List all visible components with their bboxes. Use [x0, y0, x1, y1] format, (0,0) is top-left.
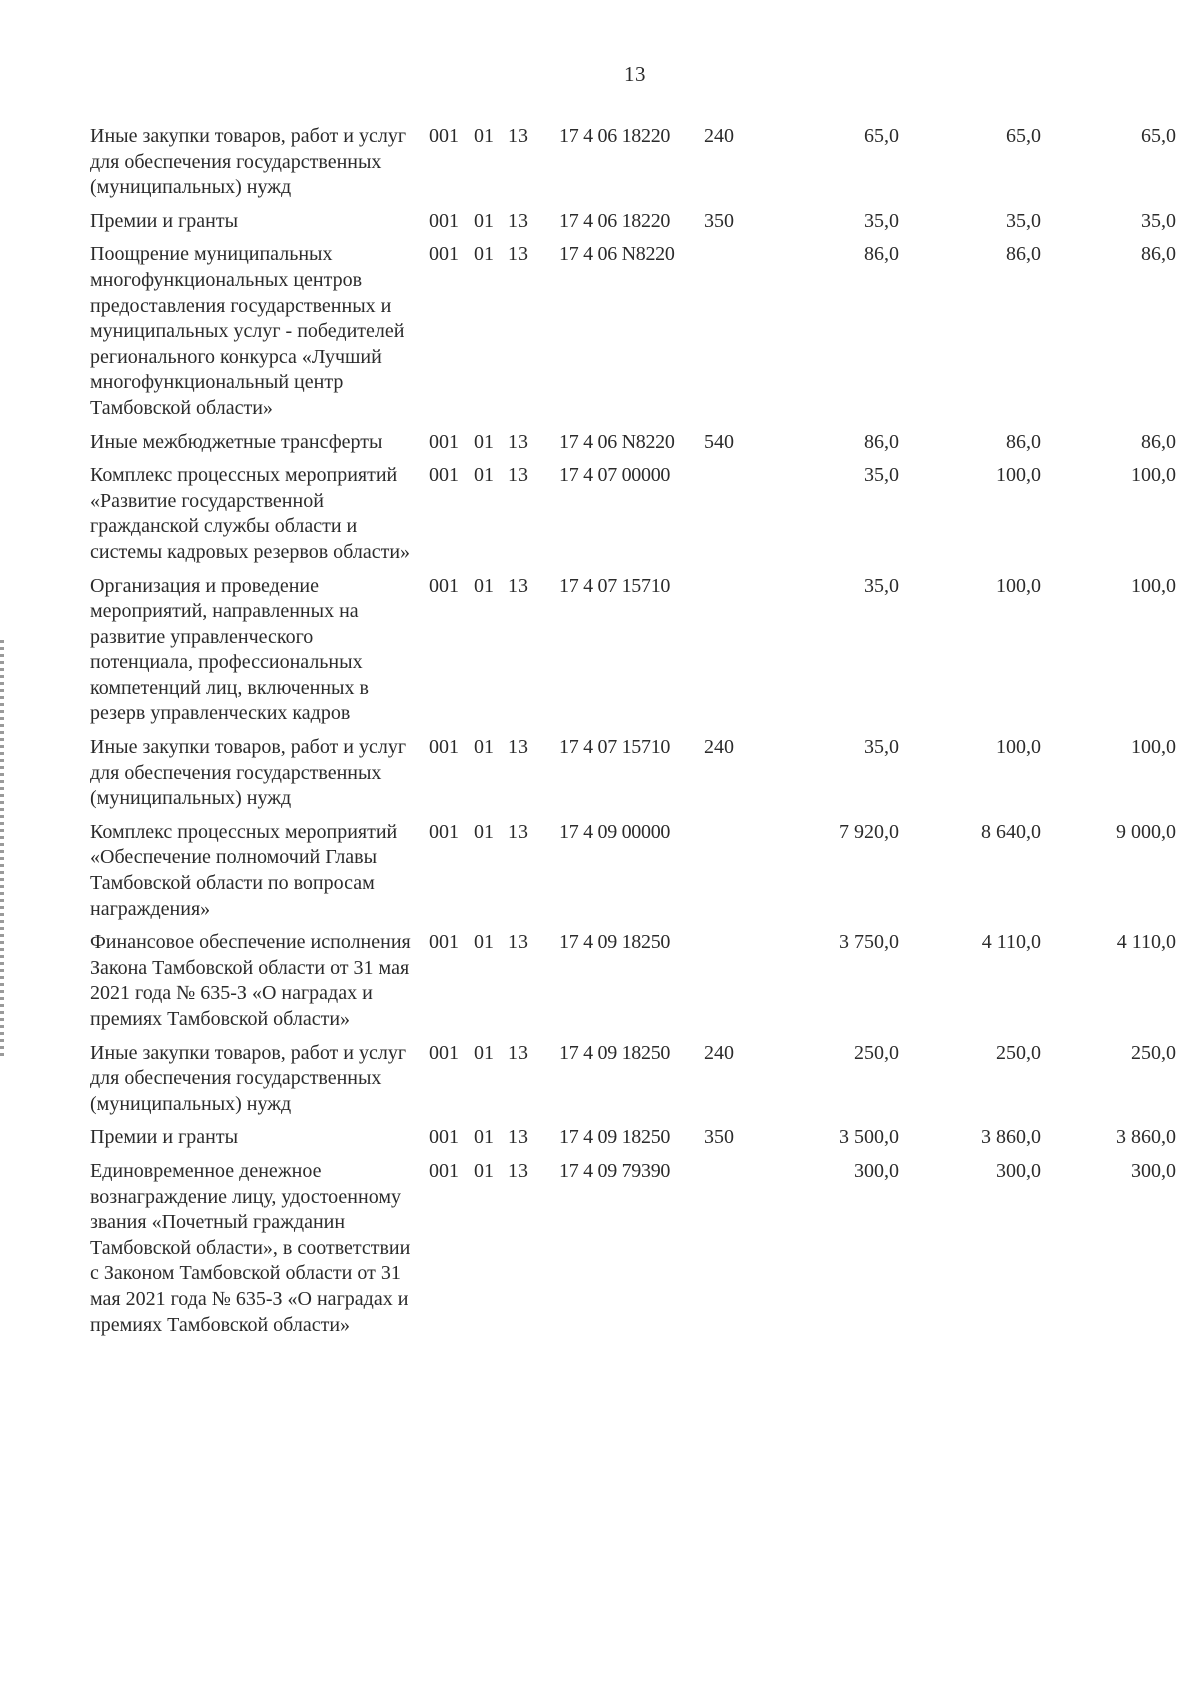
- table-row: [90, 574, 1176, 736]
- row-rz: 01: [474, 209, 494, 232]
- row-amount-year1: 86,0: [864, 243, 899, 266]
- table-row: [90, 463, 1176, 573]
- row-ved: 001: [429, 125, 459, 147]
- row-amount-year2: 8 640,0: [981, 820, 1041, 843]
- table-row: [90, 430, 1176, 464]
- row-amount-year3: 9 000,0: [1116, 820, 1176, 843]
- row-pr: 13: [508, 464, 528, 487]
- row-ved: 001: [429, 243, 459, 266]
- row-csr: 17 4 09 79390: [559, 1159, 671, 1182]
- row-amount-year2: 35,0: [1006, 209, 1041, 232]
- row-name: Организация и проведение мероприятий, направленных на развитие управленческого потенциала, профессиональных компетенций лиц, включенных в резерв управленческих кадров: [90, 574, 369, 725]
- row-amount-year2: 86,0: [1006, 243, 1041, 266]
- row-pr: 13: [508, 574, 528, 597]
- row-name: Иные закупки товаров, работ и услуг для обеспечения государственных (муниципальных) нужд: [90, 1041, 407, 1115]
- row-amount-year2: 100,0: [996, 464, 1041, 487]
- table-row: [90, 735, 1176, 820]
- table-row: [90, 124, 1176, 209]
- row-csr: 17 4 07 00000: [559, 464, 671, 487]
- row-name: Иные закупки товаров, работ и услуг для обеспечения государственных (муниципальных) нужд: [90, 736, 407, 810]
- row-rz: 01: [474, 736, 494, 759]
- row-amount-year1: 86,0: [864, 430, 899, 453]
- table-row: [90, 1125, 1176, 1159]
- row-pr: 13: [508, 125, 528, 147]
- row-name: Комплекс процессных мероприятий «Обеспечение полномочий Главы Тамбовской области по вопросам награждения»: [90, 820, 398, 920]
- row-csr: 17 4 06 18220: [559, 209, 671, 232]
- row-name: Премии и гранты: [90, 209, 239, 232]
- row-ved: 001: [429, 931, 459, 954]
- row-amount-year1: 65,0: [864, 125, 899, 147]
- row-amount-year3: 35,0: [1141, 209, 1176, 232]
- row-ved: 001: [429, 1041, 459, 1064]
- row-rz: 01: [474, 931, 494, 954]
- row-pr: 13: [508, 209, 528, 232]
- table-row: [90, 209, 1176, 243]
- row-amount-year1: 300,0: [854, 1159, 899, 1182]
- row-pr: 13: [508, 1041, 528, 1064]
- row-amount-year3: 65,0: [1141, 125, 1176, 147]
- budget-table: [90, 124, 1176, 1346]
- row-ved: 001: [429, 464, 459, 487]
- row-csr: 17 4 09 18250: [559, 931, 671, 954]
- row-ved: 001: [429, 430, 459, 453]
- row-name: Поощрение муниципальных многофункциональных центров предоставления государственных и муниципальных услуг - победителей регионального конкурса «Лучший многофункциональный центр Тамбовской области»: [90, 243, 405, 419]
- row-csr: 17 4 07 15710: [559, 736, 671, 759]
- row-amount-year2: 100,0: [996, 736, 1041, 759]
- row-amount-year1: 3 500,0: [839, 1126, 899, 1149]
- row-amount-year2: 4 110,0: [981, 931, 1041, 954]
- row-amount-year3: 100,0: [1131, 574, 1176, 597]
- row-vr: 350: [704, 209, 734, 232]
- row-vr: 240: [704, 125, 734, 147]
- row-amount-year3: 86,0: [1141, 243, 1176, 266]
- row-csr: 17 4 09 18250: [559, 1126, 671, 1149]
- row-rz: 01: [474, 1159, 494, 1182]
- row-ved: 001: [429, 1159, 459, 1182]
- row-rz: 01: [474, 820, 494, 843]
- row-rz: 01: [474, 464, 494, 487]
- row-vr: 240: [704, 736, 734, 759]
- row-amount-year3: 100,0: [1131, 464, 1176, 487]
- row-pr: 13: [508, 736, 528, 759]
- row-amount-year1: 250,0: [854, 1041, 899, 1064]
- row-csr: 17 4 07 15710: [559, 574, 671, 597]
- table-row: [90, 1159, 1176, 1346]
- row-csr: 17 4 09 18250: [559, 1041, 671, 1064]
- row-name: Иные закупки товаров, работ и услуг для обеспечения государственных (муниципальных) нужд: [90, 125, 407, 199]
- row-vr: 240: [704, 1041, 734, 1064]
- row-vr: 350: [704, 1126, 734, 1149]
- row-amount-year1: 35,0: [864, 574, 899, 597]
- row-csr: 17 4 06 N8220: [559, 243, 675, 266]
- row-amount-year2: 100,0: [996, 574, 1041, 597]
- row-pr: 13: [508, 243, 528, 266]
- row-ved: 001: [429, 209, 459, 232]
- row-amount-year2: 86,0: [1006, 430, 1041, 453]
- table-row: [90, 1041, 1176, 1126]
- row-amount-year1: 35,0: [864, 209, 899, 232]
- table-row: [90, 242, 1176, 429]
- row-csr: 17 4 09 00000: [559, 820, 671, 843]
- row-amount-year1: 35,0: [864, 736, 899, 759]
- row-pr: 13: [508, 820, 528, 843]
- row-rz: 01: [474, 125, 494, 147]
- row-amount-year3: 300,0: [1131, 1159, 1176, 1182]
- row-rz: 01: [474, 1041, 494, 1064]
- row-amount-year1: 35,0: [864, 464, 899, 487]
- row-pr: 13: [508, 1126, 528, 1149]
- row-name: Премии и гранты: [90, 1126, 239, 1149]
- row-amount-year1: 3 750,0: [839, 931, 899, 954]
- row-rz: 01: [474, 1126, 494, 1149]
- row-name: Финансовое обеспечение исполнения Закона Тамбовской области от 31 мая 2021 года № 635-З «О наградах и премиях Тамбовской области»: [90, 931, 411, 1030]
- row-pr: 13: [508, 1159, 528, 1182]
- row-csr: 17 4 06 18220: [559, 125, 671, 147]
- row-pr: 13: [508, 430, 528, 453]
- row-vr: 540: [704, 430, 734, 453]
- row-amount-year1: 7 920,0: [839, 820, 899, 843]
- row-ved: 001: [429, 736, 459, 759]
- row-amount-year3: 86,0: [1141, 430, 1176, 453]
- row-amount-year2: 250,0: [996, 1041, 1041, 1064]
- row-ved: 001: [429, 574, 459, 597]
- row-amount-year3: 250,0: [1131, 1041, 1176, 1064]
- row-ved: 001: [429, 1126, 459, 1149]
- row-rz: 01: [474, 574, 494, 597]
- row-csr: 17 4 06 N8220: [559, 430, 675, 453]
- row-amount-year3: 3 860,0: [1116, 1126, 1176, 1149]
- row-amount-year2: 65,0: [1006, 125, 1041, 147]
- table-row: [90, 820, 1176, 930]
- row-name: Комплекс процессных мероприятий «Развитие государственной гражданской службы области и системы кадровых резервов области»: [90, 464, 411, 563]
- row-amount-year2: 3 860,0: [981, 1126, 1041, 1149]
- row-amount-year3: 100,0: [1131, 736, 1176, 759]
- row-rz: 01: [474, 243, 494, 266]
- page-number: 13: [624, 62, 646, 86]
- row-pr: 13: [508, 931, 528, 954]
- row-rz: 01: [474, 430, 494, 453]
- row-ved: 001: [429, 820, 459, 843]
- row-amount-year2: 300,0: [996, 1159, 1041, 1182]
- row-name: Иные межбюджетные трансферты: [90, 430, 383, 453]
- row-name: Единовременное денежное вознаграждение лицу, удостоенному звания «Почетный гражданин Тамбовской области», в соответствии с Законом Тамбовской области от 31 мая 2021 года № 635-З «О наградах и премиях Тамбовской области»: [90, 1159, 411, 1336]
- binding-edge-mark: [0, 640, 4, 1060]
- table-row: [90, 930, 1176, 1040]
- row-amount-year3: 4 110,0: [1116, 931, 1176, 954]
